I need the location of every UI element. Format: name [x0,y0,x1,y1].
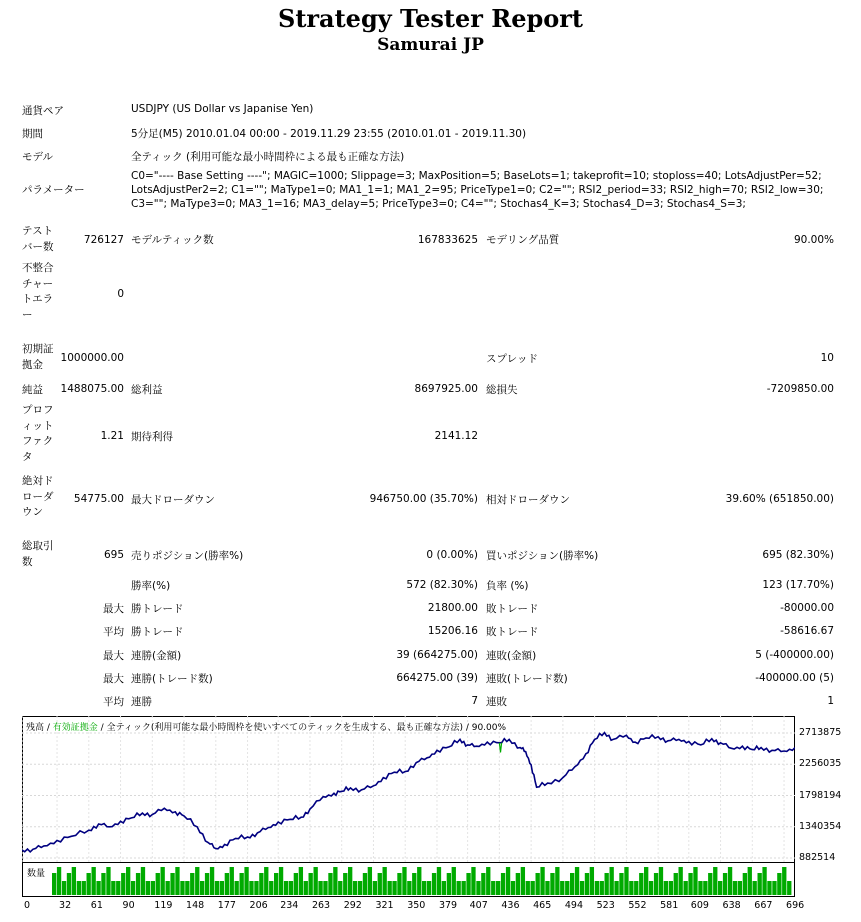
volume-bar [703,881,707,895]
volume-bar [674,873,678,895]
pair-label: 通貨ペア [22,105,64,117]
volume-bar [294,873,298,895]
long-value: 695 (82.30%) [762,549,834,561]
avg-cons-losses-value: 1 [827,695,834,707]
volume-bar [200,881,204,895]
volume-bar [748,867,752,895]
average-prefix: 平均 [103,626,124,638]
volume-bar [659,867,663,895]
volume-bar [82,881,86,895]
volume-bar [215,881,219,895]
gross-profit-value: 8697925.00 [414,383,478,395]
volume-bar [220,881,224,895]
volume-bar [299,867,303,895]
volume-bar [279,867,283,895]
volume-bar [373,881,377,895]
largest-prefix: 最大 [103,603,124,615]
volume-bar [87,873,91,895]
volume-bar [52,873,56,895]
volume-bar [782,867,786,895]
win-rate-label: 勝率(%) [131,580,171,592]
volume-bar [442,881,446,895]
volume-bar [600,881,604,895]
avg-cons-prefix: 平均 [103,696,124,708]
avg-win-label: 勝トレード [131,626,184,638]
volume-bar [96,881,100,895]
spread-label: スプレッド [486,353,538,365]
gross-loss-label: 総損失 [486,384,518,396]
volume-bar [235,881,239,895]
model-label: モデル [22,151,53,163]
volume-bar [679,867,683,895]
volume-bar [610,867,614,895]
volume-bar [476,881,480,895]
y-tick-label: 882514 [799,852,836,863]
x-tick-label: 32 [59,900,72,911]
volume-bar [457,881,461,895]
total-trades-value: 695 [103,549,124,561]
legend-sep-1: / [44,723,53,733]
volume-bar [368,867,372,895]
params-value: C0="---- Base Setting ----"; MAGIC=1000; Slippage=3; MaxPosition=5; BaseLots=1; takeprofit=10; stoploss=40; LotsAdjustPer=52; LotsAdjustPer2=2; C1=""; MaType1=0; MA1_1=1; MA1_2=95; PriceType1=0; C2=""; RSI2_period=33; RSI2_high=70; RSI2_low=30; C3=""; MaType3=0; MA3_1=16; MA3_delay=5; PriceType3=0; C4=""; Stochas4_K=3; Stochas4_D=3; Stochas4_S=3; [131,170,824,210]
x-tick-label: 350 [407,900,426,911]
volume-bar [501,873,505,895]
volume-bar [565,881,569,895]
x-tick-label: 581 [660,900,679,911]
period-label: 期間 [22,128,43,140]
volume-bar [491,881,495,895]
volume-bar [141,867,145,895]
volume-bar [481,873,485,895]
profit-factor-label: プロフ ィット ファク タ [22,404,54,463]
volume-bar [205,873,209,895]
volume-bar [156,873,160,895]
profit-factor-value: 1.21 [100,430,124,442]
volume-chart-svg [22,862,795,897]
volume-bar [353,881,357,895]
x-tick-label: 407 [469,900,488,911]
volume-bar [496,881,500,895]
spread-value: 10 [820,352,834,364]
x-tick-label: 321 [375,900,394,911]
max-cons-losses-value: 5 (-400000.00) [755,649,834,661]
volume-bar [605,873,609,895]
volume-bar [244,867,248,895]
volume-bar [688,873,692,895]
volume-bar [614,881,618,895]
volume-bar [550,873,554,895]
largest-loss-label: 敗トレード [486,603,539,615]
max-dd-label: 最大ドローダウン [131,494,215,506]
net-profit-value: 1488075.00 [60,383,124,395]
max-cons-wins-value: 39 (664275.00) [396,649,478,661]
y-tick-label: 2713875 [799,727,842,738]
mismatch-label: 不整合 チャー トエラ ー [22,262,54,321]
volume-bar [121,873,125,895]
volume-bar [185,881,189,895]
loss-rate-value: 123 (17.70%) [762,579,834,591]
initial-deposit-value: 1000000.00 [60,352,124,364]
volume-bar [67,873,71,895]
volume-bar [412,873,416,895]
volume-bar [634,881,638,895]
x-tick-label: 379 [438,900,458,911]
x-tick-label: 292 [343,900,362,911]
avg-cons-wins-label: 連勝 [131,696,152,708]
volume-bar [718,881,722,895]
volume-bar [698,881,702,895]
volume-bar [328,873,332,895]
x-tick-label: 523 [596,900,615,911]
volume-bar [72,867,76,895]
volume-bar [447,873,451,895]
volume-bar [170,873,174,895]
volume-bar [348,867,352,895]
loss-rate-label: 負率 (%) [486,580,529,592]
volume-bar [723,873,727,895]
volume-bar [427,881,431,895]
max-cons-profit-value: 664275.00 (39) [396,672,478,684]
volume-bar [269,881,273,895]
x-tick-label: 465 [533,900,552,911]
volume-bar [407,881,411,895]
volume-bar [437,867,441,895]
legend-equity: 有効証拠金 [52,723,98,733]
volume-bar [126,867,130,895]
volume-bar [57,867,61,895]
x-tick-label: 177 [217,900,236,911]
x-tick-label: 638 [722,900,741,911]
max-cons-loss-value: -400000.00 (5) [755,672,834,684]
y-tick-label: 2256035 [799,758,842,770]
volume-bar [684,881,688,895]
max-cons-losses-label: 連敗(金額) [486,650,537,662]
balance-chart-svg [22,716,795,862]
total-trades-label: 総取引 数 [22,540,54,568]
legend-balance: 残高 [26,723,45,733]
largest-loss-value: -80000.00 [780,602,834,614]
volume-bar [644,867,648,895]
params-label: パラメーター [22,184,85,196]
x-tick-label: 0 [24,900,31,911]
volume-bar [669,881,673,895]
volume-bar [363,873,367,895]
volume-bar [274,873,278,895]
model-quality-label: モデリング品質 [486,234,560,246]
rel-dd-value: 39.60% (651850.00) [725,493,834,505]
volume-bar [402,867,406,895]
volume-bar [595,881,599,895]
volume-bar [590,867,594,895]
volume-bar [713,867,717,895]
volume-bar [422,881,426,895]
volume-bar [728,867,732,895]
volume-bar [116,881,120,895]
volume-bar [417,867,421,895]
volume-bar [560,881,564,895]
volume-bar [708,873,712,895]
volume-bar [289,881,293,895]
volume-bar [540,867,544,895]
volume-bar [318,881,322,895]
volume-bar [136,873,140,895]
x-tick-label: 206 [249,900,268,911]
volume-bar [545,881,549,895]
volume-bar [378,873,382,895]
x-tick-label: 436 [501,900,520,911]
volume-bar [787,881,791,895]
volume-bar [190,873,194,895]
volume-bar [693,867,697,895]
max-cons-loss-label: 連敗(トレード数) [486,673,568,685]
volume-bar [767,881,771,895]
legend-sep-2: / [97,723,107,733]
volume-bar [284,881,288,895]
volume-label: 数量 [27,869,46,879]
report-title: Strategy Tester Report [277,4,584,33]
x-tick-label: 263 [311,900,331,911]
x-tick-label: 667 [754,900,773,911]
volume-bar [343,873,347,895]
volume-bar [486,867,490,895]
gross-profit-label: 総利益 [131,384,163,396]
volume-bar [753,881,757,895]
volume-bar [619,873,623,895]
x-tick-label: 609 [690,900,709,911]
volume-bar [664,881,668,895]
volume-bar [358,881,362,895]
x-tick-label: 119 [154,900,173,911]
volume-bar [264,867,268,895]
volume-bar [388,881,392,895]
abs-dd-value: 54775.00 [73,493,124,505]
volume-bar [161,867,165,895]
avg-loss-label: 敗トレード [486,626,539,638]
volume-bar [180,881,184,895]
short-value: 0 (0.00%) [426,549,478,561]
volume-bar [131,881,135,895]
volume-bar [580,881,584,895]
avg-cons-wins-value: 7 [471,695,478,707]
max-cons-profit-label: 連勝(トレード数) [131,673,213,685]
y-tick-label: 1340354 [799,820,842,832]
pair-value: USDJPY (US Dollar vs Japanise Yen) [131,103,314,115]
volume-bar [309,873,313,895]
volume-bar [392,881,396,895]
volume-bar [314,867,318,895]
mismatch-value: 0 [117,288,124,300]
expected-payoff-label: 期待利得 [131,431,173,443]
volume-bar [151,881,155,895]
volume-bar [511,881,515,895]
volume-bar [772,881,776,895]
period-value: 5分足(M5) 2010.01.04 00:00 - 2019.11.29 23:55 (2010.01.01 - 2019.11.30) [131,128,527,140]
volume-bar [526,881,530,895]
max-cons-wins-label: 連勝(金額) [131,650,182,662]
volume-bar [62,881,66,895]
volume-bar [146,881,150,895]
volume-bar [225,873,229,895]
avg-loss-value: -58616.67 [780,625,834,637]
net-profit-label: 純益 [22,384,43,396]
volume-bar [333,867,337,895]
volume-bar [323,881,327,895]
x-tick-label: 696 [786,900,805,911]
expected-payoff-value: 2141.12 [434,430,478,442]
volume-bar [175,867,179,895]
volume-bar [111,881,115,895]
test-bars-label: テスト バー数 [22,225,54,253]
volume-bar [585,873,589,895]
volume-bar [649,881,653,895]
volume-bar [555,867,559,895]
volume-bar [77,881,81,895]
x-tick-label: 61 [90,900,103,911]
rel-dd-label: 相対ドローダウン [486,494,570,506]
largest-win-value: 21800.00 [427,602,478,614]
volume-bar [92,867,96,895]
y-tick-label: 1798194 [799,789,842,801]
avg-win-value: 15206.16 [427,625,478,637]
volume-bar [639,873,643,895]
volume-bar [762,867,766,895]
volume-bar [506,867,510,895]
volume-bar [536,873,540,895]
volume-bar [516,873,520,895]
volume-bar [743,873,747,895]
gross-loss-value: -7209850.00 [766,383,834,395]
x-tick-label: 494 [564,900,584,911]
long-label: 買いポジション(勝率%) [486,550,599,562]
volume-bar [338,881,342,895]
model-value: 全ティック (利用可能な最小時間枠による最も正確な方法) [131,151,405,163]
volume-bar [471,867,475,895]
volume-bar [575,867,579,895]
x-tick-label: 148 [186,900,205,911]
volume-bar [259,873,263,895]
model-ticks-value: 167833625 [417,234,478,246]
avg-cons-losses-label: 連敗 [486,696,507,708]
volume-bar [758,873,762,895]
model-quality-value: 90.00% [793,234,834,246]
volume-bar [106,867,110,895]
chart-legend [26,720,506,733]
volume-bar [210,867,214,895]
legend-description: 全ティック(利用可能な最小時間枠を使いすべてのティックを生成する、最も正確な方法) / 90.00% [106,723,507,733]
volume-bar [432,873,436,895]
max-dd-value: 946750.00 (35.70%) [369,493,478,505]
volume-bar [195,867,199,895]
volume-bar [629,881,633,895]
volume-bar [531,881,535,895]
volume-bar [624,867,628,895]
volume-bar [383,867,387,895]
x-tick-label: 234 [280,900,299,911]
x-tick-label: 552 [628,900,647,911]
volume-bar [101,873,105,895]
initial-deposit-label: 初期証 拠金 [22,343,54,371]
win-rate-value: 572 (82.30%) [406,579,478,591]
volume-bar [230,867,234,895]
model-ticks-label: モデルティック数 [131,234,214,246]
volume-bar [654,873,658,895]
volume-bar [249,881,253,895]
volume-bar [570,873,574,895]
volume-bar [521,867,525,895]
max-cons-prefix: 最大 [103,650,124,662]
volume-bar [733,881,737,895]
volume-bar [466,873,470,895]
short-label: 売りポジション(勝率%) [131,550,244,562]
volume-bar [777,873,781,895]
volume-bar [240,873,244,895]
x-tick-label: 90 [122,900,135,911]
volume-bar [304,881,308,895]
report-subtitle: Samurai JP [377,35,484,55]
volume-bar [738,881,742,895]
balance-series-line [22,733,795,852]
test-bars-value: 726127 [83,234,124,246]
volume-bar [397,873,401,895]
abs-dd-label: 絶対ド ローダ ウン [22,475,54,518]
max-cons-profit-prefix: 最大 [103,673,124,685]
volume-bar [254,881,258,895]
equity-series-line [499,743,501,753]
volume-bar [166,881,170,895]
volume-bar [452,867,456,895]
largest-win-label: 勝トレード [131,603,184,615]
volume-bar [462,881,466,895]
